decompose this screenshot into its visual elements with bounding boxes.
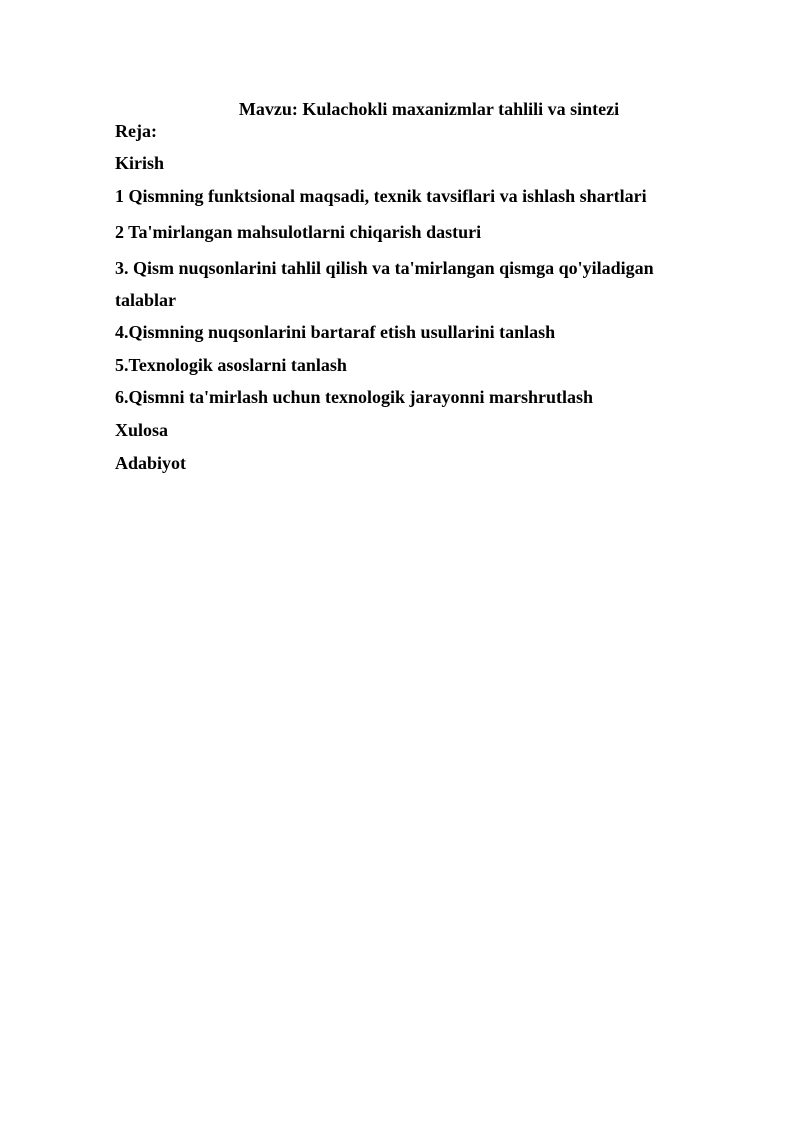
plan-item-conclusion: Xulosa xyxy=(115,420,169,440)
plan-item-3-continued: talablar xyxy=(115,290,176,310)
plan-heading: Reja: xyxy=(115,121,157,141)
plan-item-references: Adabiyot xyxy=(115,453,187,473)
plan-item-1: 1 Qismning funktsional maqsadi, texnik tavsiflari va ishlash shartlari xyxy=(115,186,647,206)
plan-item-3: 3. Qism nuqsonlarini tahlil qilish va ta'mirlangan qismga qo'yiladigan xyxy=(115,258,654,278)
plan-item-2: 2 Ta'mirlangan mahsulotlarni chiqarish dasturi xyxy=(115,222,482,242)
plan-item-4: 4.Qismning nuqsonlarini bartaraf etish usullarini tanlash xyxy=(115,322,556,342)
plan-item-6: 6.Qismni ta'mirlash uchun texnologik jarayonni marshrutlash xyxy=(115,387,594,407)
plan-item-5: 5.Texnologik asoslarni tanlash xyxy=(115,355,347,375)
document-title: Mavzu: Kulachokli maxanizmlar tahlili va sintezi xyxy=(238,99,620,119)
plan-item-intro: Kirish xyxy=(115,153,165,173)
